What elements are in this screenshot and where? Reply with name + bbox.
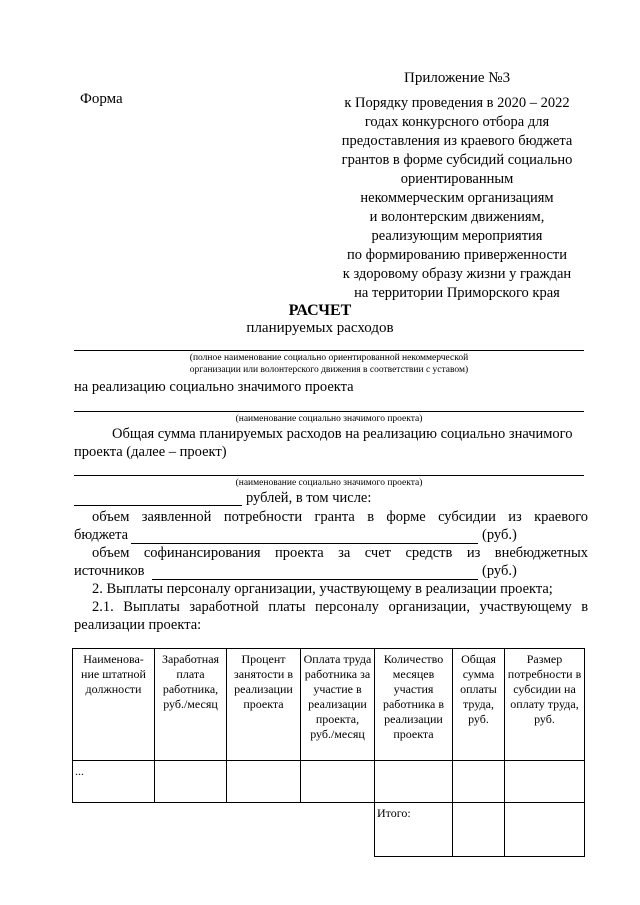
appendix-line: к Порядку проведения в 2020 – 2022 [344,95,570,111]
appendix-line: предоставления из краевого бюджета [341,133,573,149]
document-title: РАСЧЕТ [288,302,352,319]
appendix-title: Приложение №3 [404,70,511,86]
appendix-line: некоммерческим организациям [360,190,554,206]
word: 2.1. [92,599,114,615]
word: персоналу [314,599,379,615]
appendix-line: ориентированным [400,171,514,187]
table-header-cell: Наименова-ние штатной должности [73,649,155,761]
cofinancing-sources-label: источников [74,563,145,579]
word: краевого [534,509,589,525]
section-2-1-line2: реализации проекта: [74,617,202,633]
word: Выплаты [123,599,180,615]
word: из [508,509,522,525]
appendix-line: к здоровому образу жизни у граждан [342,266,572,282]
total-sum-line2: проекта (далее – проект) [74,444,227,460]
cofinancing-amount-line [152,579,478,580]
table-cell[interactable] [155,761,227,803]
table-cell-empty [155,803,227,857]
section-2-1-line1 [92,599,588,616]
appendix-line: годах конкурсного отбора для [364,114,550,130]
word: гранта [314,509,355,525]
table-header-row [73,649,585,761]
appendix-line: на территории Приморского края [354,285,560,301]
caption-line: организации или волонтерского движения в соответствии с уставом) [189,365,469,375]
cofinancing-line1 [92,545,588,562]
table-cell[interactable]: ... [73,761,155,803]
grant-budget-label: бюджета [74,527,129,543]
table-header-cell: Общая сумма оплаты труда, руб. [453,649,505,761]
word: проекта [275,545,324,561]
grant-volume-line1 [92,509,588,526]
appendix-line: по формированию приверженности [347,247,567,263]
project-intro: на реализацию социально значимого проекта [74,379,354,395]
table-header-cell: Заработная плата работника, руб./месяц [155,649,227,761]
word: средств [405,545,453,561]
word: субсидии [438,509,496,525]
table-header-cell: Оплата труда работника за участие в реализации проекта, руб./месяц [301,649,375,761]
table-total-row [73,803,585,857]
appendix-text [322,94,592,303]
word: внебюджетных [494,545,588,561]
word: счет [364,545,391,561]
table-header-cell: Количество месяцев участия работника в реализации проекта [375,649,453,761]
appendix-line: реализующим мероприятия [371,228,543,244]
table-row [73,761,585,803]
word: в [581,599,589,615]
appendix-line: грантов в форме субсидий социально [341,152,573,168]
word: в [367,509,375,525]
section-2-heading: 2. Выплаты персоналу организации, участвующему в реализации проекта; [92,581,553,597]
word: заработной [189,599,259,615]
word: софинансирования [143,545,261,561]
table-cell[interactable] [453,761,505,803]
org-name-caption [74,352,584,376]
table-cell[interactable] [301,761,375,803]
table-cell-empty [73,803,155,857]
appendix-line: и волонтерским движениям, [369,209,545,225]
project-name-line [74,411,584,412]
total-sum-line1: Общая сумма планируемых расходов на реализацию социально значимого [112,426,573,442]
table-header-cell: Процент занятости в реализации проекта [227,649,301,761]
table-cell[interactable] [505,761,585,803]
table-cell-empty [227,803,301,857]
table-cell[interactable] [227,761,301,803]
project-name-caption: (наименование социально значимого проекта) [235,478,423,488]
salary-table [72,648,585,857]
total-amount-line [74,505,242,506]
word: организации, [388,599,470,615]
org-name-line [74,350,584,351]
word: платы [268,599,306,615]
form-label: Форма [80,91,123,107]
word: объем [92,509,130,525]
document-subtitle: планируемых расходов [246,320,394,336]
rub-unit: (руб.) [482,527,517,543]
project-name-caption: (наименование социально значимого проекта) [235,414,423,424]
word: участвующему [479,599,572,615]
word: за [338,545,351,561]
word: форме [386,509,426,525]
rub-unit: (руб.) [482,563,517,579]
word: заявленной [141,509,212,525]
table-cell-empty [301,803,375,857]
total-label: Итого: [375,803,453,857]
table-header-cell: Размер потребности в субсидии на оплату труда, руб. [505,649,585,761]
word: из [466,545,481,561]
table-cell[interactable] [375,761,453,803]
total-sum-cell[interactable] [453,803,505,857]
grant-amount-line [131,543,478,544]
caption-line: (полное наименование социально ориентированной некоммерческой [189,353,469,363]
word: потребности [223,509,303,525]
word: объем [92,545,130,561]
rubles-including: рублей, в том числе: [246,490,372,506]
project-name-line [74,475,584,476]
total-need-cell[interactable] [505,803,585,857]
